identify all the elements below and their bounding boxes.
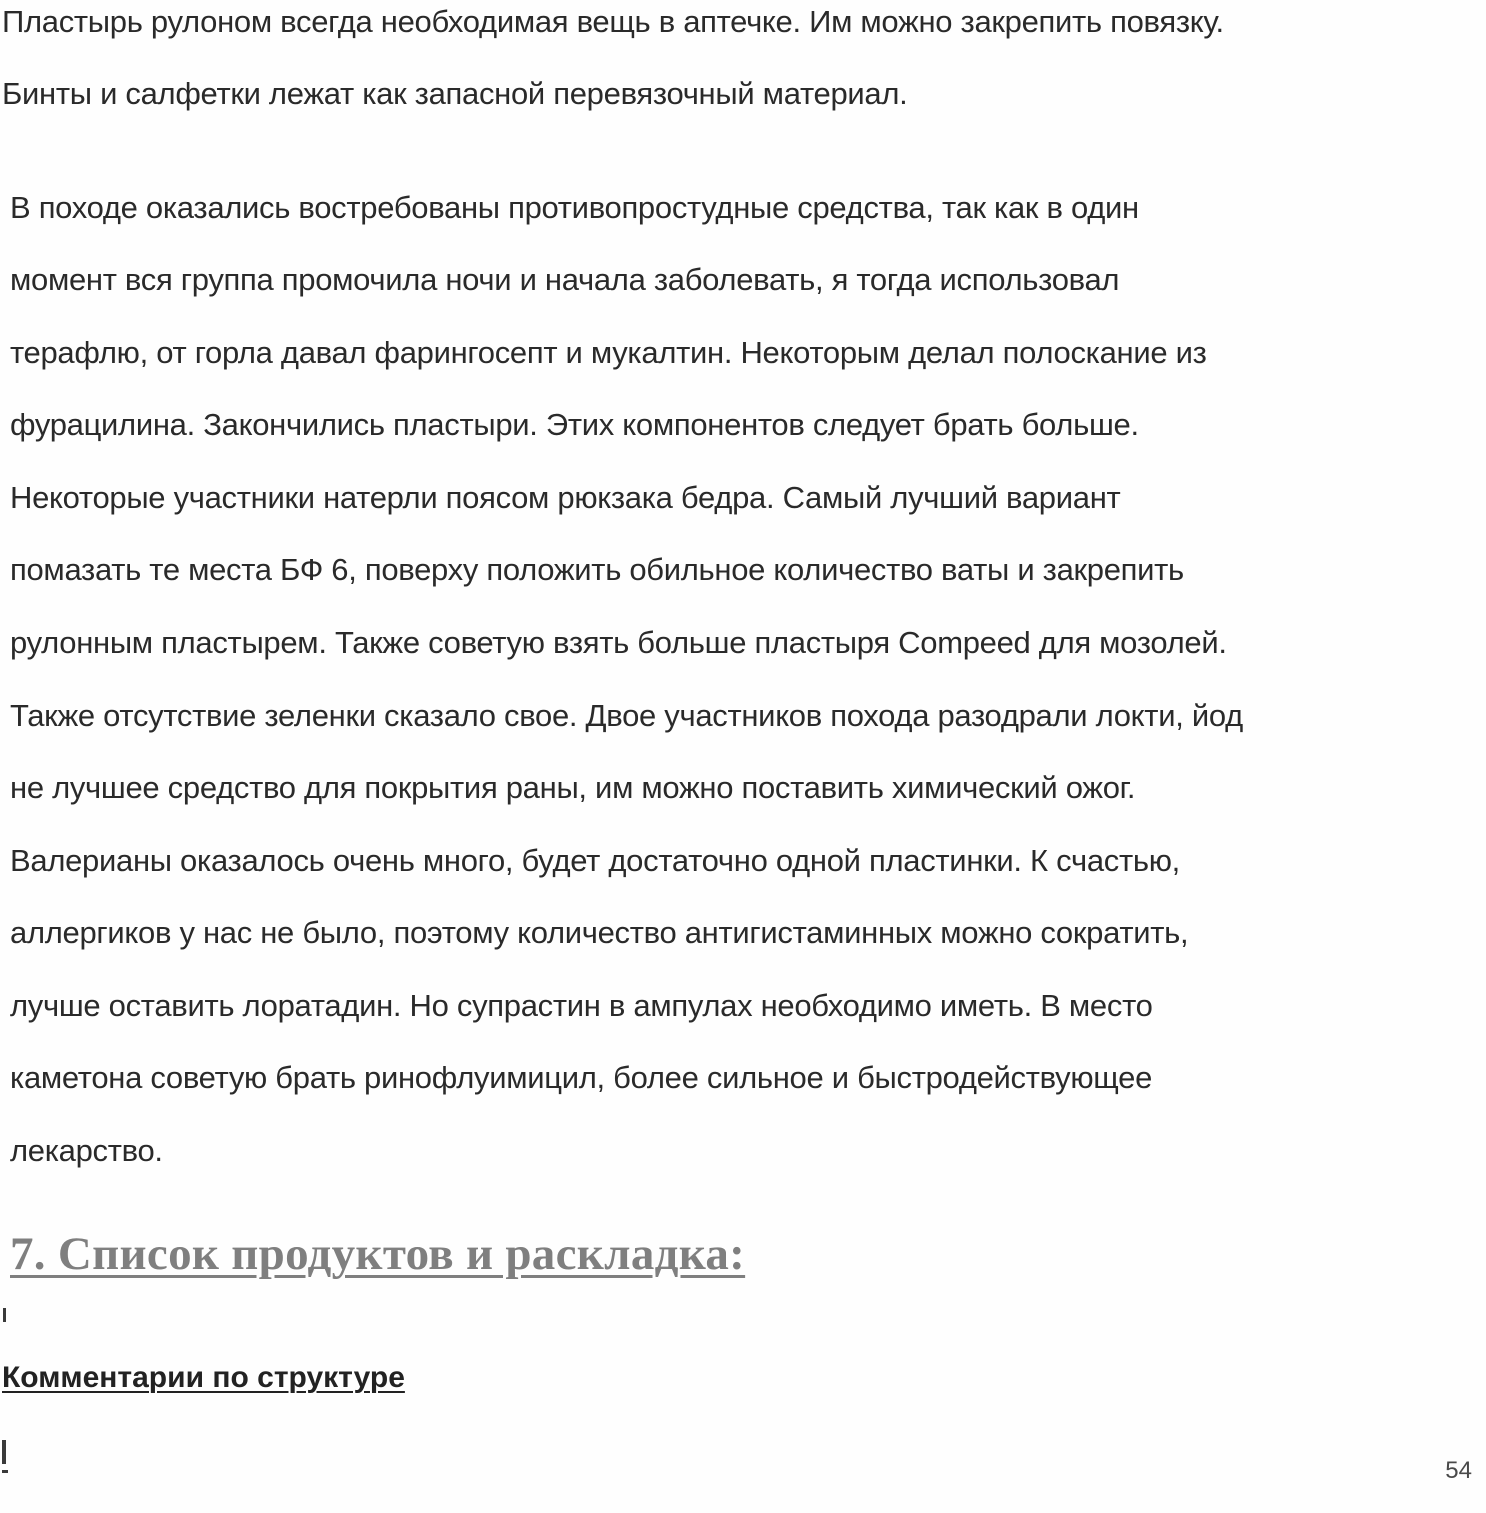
body-line-4: фурацилина. Закончились пластыри. Этих компонентов следует брать больше. (10, 407, 1139, 442)
page-number: 54 (1445, 1457, 1472, 1484)
body-line-12: лучше оставить лоратадин. Но супрастин в ампулах необходимо иметь. В место (10, 988, 1153, 1023)
body-line-3: терафлю, от горла давал фарингосепт и мукалтин. Некоторым делал полоскание из (10, 335, 1207, 370)
body-line-7: рулонным пластырем. Также советую взять больше пластыря Compeed для мозолей. (10, 625, 1227, 660)
body-line-10: Валерианы оказалось очень много, будет достаточно одной пластинки. К счастью, (10, 843, 1180, 878)
intro-line-1: Пластырь рулоном всегда необходимая вещь в аптечке. Им можно закрепить повязку. (2, 4, 1224, 39)
body-line-11: аллергиков у нас не было, поэтому количество антигистаминных можно сократить, (10, 915, 1189, 950)
scan-artifact-mark (2, 1440, 6, 1464)
body-line-6: помазать те места БФ 6, поверху положить обильное количество ваты и закрепить (10, 552, 1184, 587)
body-line-8: Также отсутствие зеленки сказало свое. Двое участников похода разодрали локти, йод (10, 698, 1243, 733)
section-heading: 7. Список продуктов и раскладка: (10, 1228, 746, 1280)
scan-artifact-mark (3, 1308, 6, 1322)
body-line-13: каметона советую брать ринофлуимицил, более сильное и быстродействующее (10, 1060, 1153, 1095)
body-line-9: не лучшее средство для покрытия раны, им можно поставить химический ожог. (10, 770, 1136, 805)
scan-artifact-mark (2, 1470, 8, 1473)
body-line-14: лекарство. (10, 1133, 163, 1168)
body-line-5: Некоторые участники натерли поясом рюкзака бедра. Самый лучший вариант (10, 480, 1121, 515)
intro-line-2: Бинты и салфетки лежат как запасной перевязочный материал. (2, 76, 908, 111)
body-line-2: момент вся группа промочила ночи и начала заболевать, я тогда использовал (10, 262, 1120, 297)
subheading-comments: Комментарии по структуре (2, 1361, 405, 1394)
body-line-1: В походе оказались востребованы противопростудные средства, так как в один (10, 190, 1139, 225)
